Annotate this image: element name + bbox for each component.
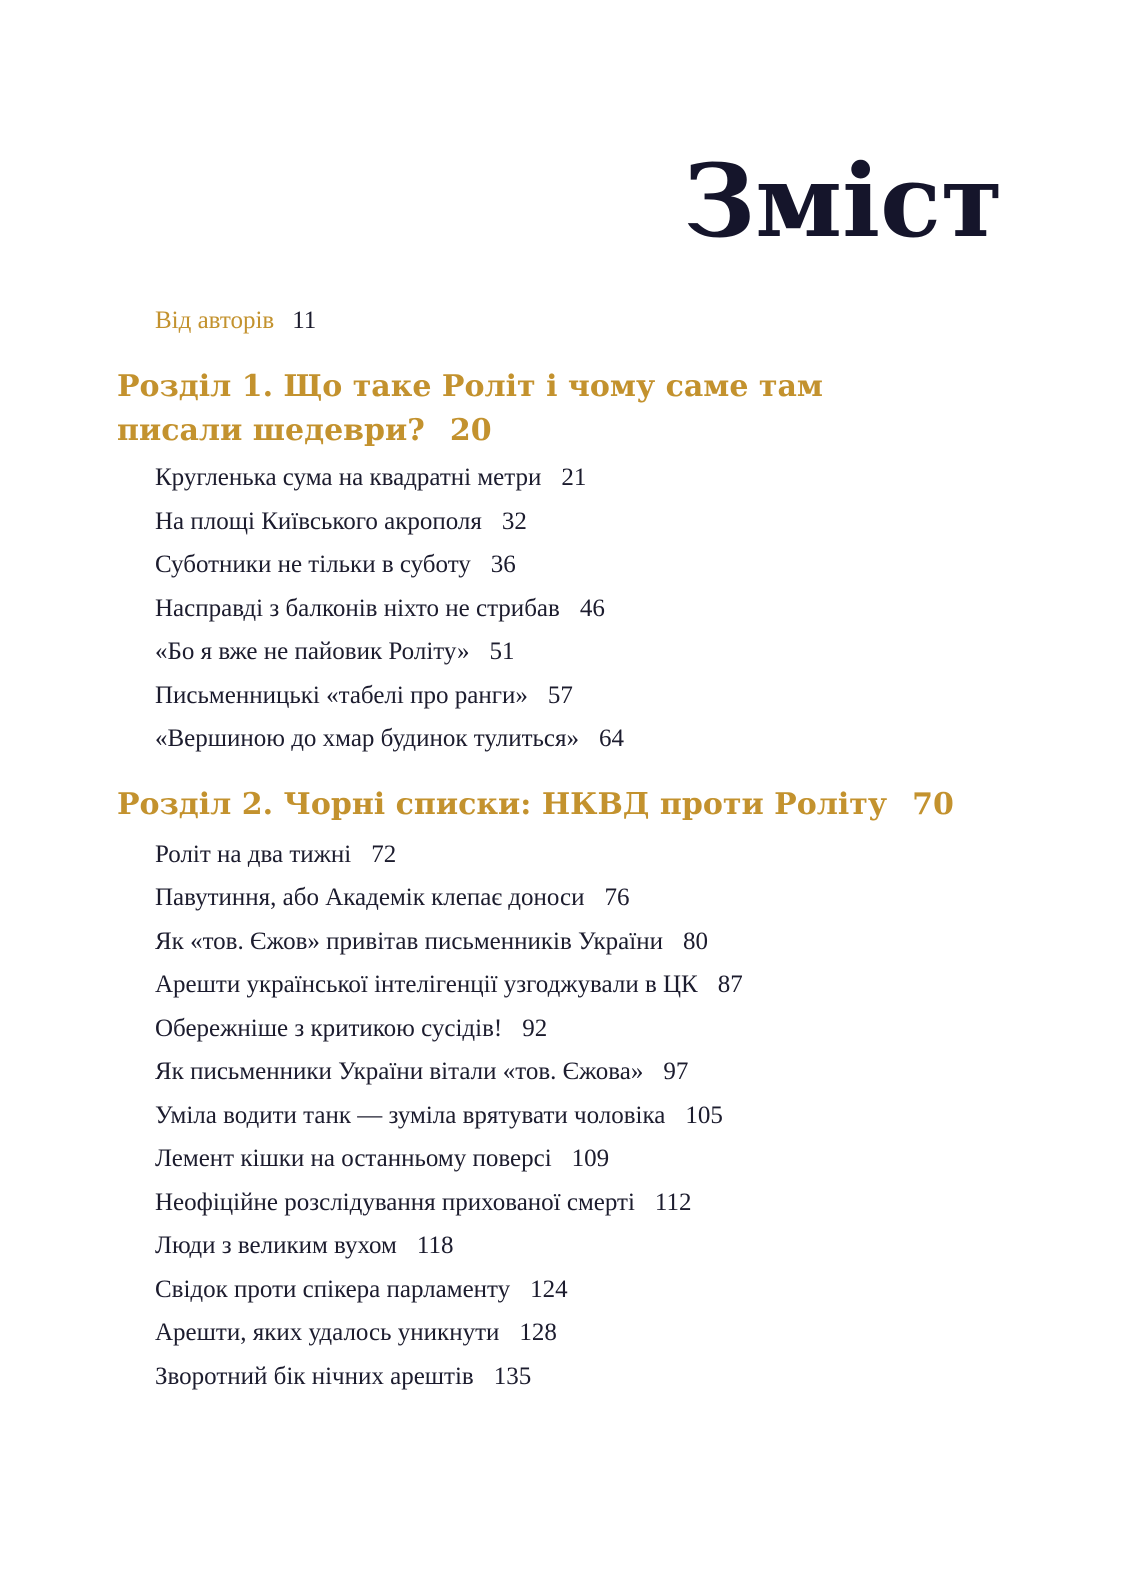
toc-entry-title: Лемент кішки на останньому поверсі xyxy=(155,1145,552,1172)
toc-entry xyxy=(155,920,1142,964)
toc-sections xyxy=(0,365,1142,1398)
toc-entry xyxy=(155,630,1142,674)
toc-entry xyxy=(155,1094,1142,1138)
toc-entry-title: «Бо я вже не пайовик Роліту» xyxy=(155,638,470,665)
toc-entry-page-number: 124 xyxy=(530,1275,568,1303)
toc-entry-page-number: 36 xyxy=(490,551,516,578)
chapter-heading-line xyxy=(117,783,1142,827)
toc-entry-title: Кругленька сума на квадратні метри xyxy=(155,464,542,491)
chapter-heading-line xyxy=(117,365,1142,409)
toc-entry-page-number: 76 xyxy=(604,884,630,911)
toc-entry-page-number: 51 xyxy=(489,638,515,665)
toc-entry xyxy=(155,717,1142,761)
toc-entry xyxy=(155,876,1142,920)
toc-entry xyxy=(155,833,1142,877)
toc-entry-title: Насправді з балконів ніхто не стрибав xyxy=(155,594,560,622)
toc-entry-title: Люди з великим вухом xyxy=(155,1232,397,1259)
toc-entry xyxy=(155,543,1142,587)
toc-entry-page-number: 21 xyxy=(561,464,587,491)
toc-entry-page-number: 80 xyxy=(682,927,708,955)
chapter-page-number: 20 xyxy=(449,413,492,448)
toc-entries xyxy=(0,833,1142,1399)
toc-entry-title: На площі Київського акрополя xyxy=(155,507,482,535)
chapter-heading-text: писали шедеври? xyxy=(117,413,425,448)
toc-entry-page-number: 87 xyxy=(717,971,743,998)
toc-entry-page-number: 92 xyxy=(522,1014,548,1042)
front-matter-entry xyxy=(0,306,1142,336)
toc-entries xyxy=(0,456,1142,761)
toc-section xyxy=(0,365,1142,761)
toc-entry xyxy=(155,456,1142,500)
toc-entry-title: Арешти української інтелігенції узгоджували в ЦК xyxy=(155,971,698,998)
toc-entry-page-number: 72 xyxy=(371,840,397,868)
chapter-heading xyxy=(0,365,1142,453)
toc-entry-page-number: 57 xyxy=(547,681,573,709)
toc-section xyxy=(0,783,1142,1399)
front-matter-title: Від авторів xyxy=(155,307,275,334)
toc-entry-title: Як письменники України вітали «тов. Єжова» xyxy=(155,1058,644,1085)
toc-entry-title: Роліт на два тижні xyxy=(155,840,352,868)
toc-entry-title: Павутиння, або Академік клепає доноси xyxy=(155,884,585,911)
toc-entry xyxy=(155,1050,1142,1094)
front-matter-page-number: 11 xyxy=(292,307,317,334)
chapter-heading-text: Розділ 1. Що таке Роліт і чому саме там xyxy=(117,369,823,404)
toc-entry-page-number: 64 xyxy=(599,725,625,752)
toc-entry-page-number: 109 xyxy=(571,1145,610,1172)
toc-entry xyxy=(155,1355,1142,1399)
toc-entry xyxy=(155,1007,1142,1051)
toc-entry xyxy=(155,1181,1142,1225)
chapter-page-number: 70 xyxy=(912,786,954,822)
toc-entry-page-number: 46 xyxy=(579,594,605,622)
toc-entry-page-number: 118 xyxy=(416,1232,454,1259)
toc-entry xyxy=(155,963,1142,1007)
toc-entry xyxy=(155,500,1142,544)
toc-entry-title: «Вершиною до хмар будинок тулиться» xyxy=(155,725,580,752)
toc-entry-page-number: 32 xyxy=(501,507,527,535)
toc-entry-title: Уміла водити танк — зуміла врятувати чоловіка xyxy=(155,1101,666,1129)
toc-entry-title: Як «тов. Єжов» привітав письменників України xyxy=(155,927,663,955)
toc-entry xyxy=(155,1137,1142,1181)
toc-entry-page-number: 135 xyxy=(493,1362,532,1390)
toc-entry xyxy=(155,1311,1142,1355)
toc-entry xyxy=(155,1268,1142,1312)
chapter-heading-line xyxy=(117,409,1142,453)
page-title: Зміст xyxy=(683,142,1003,260)
toc-entry xyxy=(155,674,1142,718)
toc-entry-page-number: 112 xyxy=(654,1188,692,1216)
toc-entry-title: Суботники не тільки в суботу xyxy=(155,551,471,578)
toc-entry-title: Зворотний бік нічних арештів xyxy=(155,1362,474,1390)
toc-entry-title: Арешти, яких удалось уникнути xyxy=(155,1319,500,1346)
toc-entry xyxy=(155,1224,1142,1268)
toc-entry-title: Свідок проти спікера парламенту xyxy=(155,1275,511,1303)
chapter-heading xyxy=(0,783,1142,827)
toc-entry-page-number: 105 xyxy=(685,1101,723,1129)
toc-entry xyxy=(155,587,1142,631)
toc-entry-page-number: 97 xyxy=(663,1058,689,1085)
toc-entry-title: Письменницькі «табелі про ранги» xyxy=(155,681,528,709)
toc-entry-title: Неофіційне розслідування прихованої смерті xyxy=(155,1188,635,1216)
toc-entry-page-number: 128 xyxy=(519,1319,557,1346)
toc-entry-title: Обережніше з критикою сусідів! xyxy=(155,1014,503,1042)
chapter-heading-text: Розділ 2. Чорні списки: НКВД проти Роліту xyxy=(117,786,888,822)
